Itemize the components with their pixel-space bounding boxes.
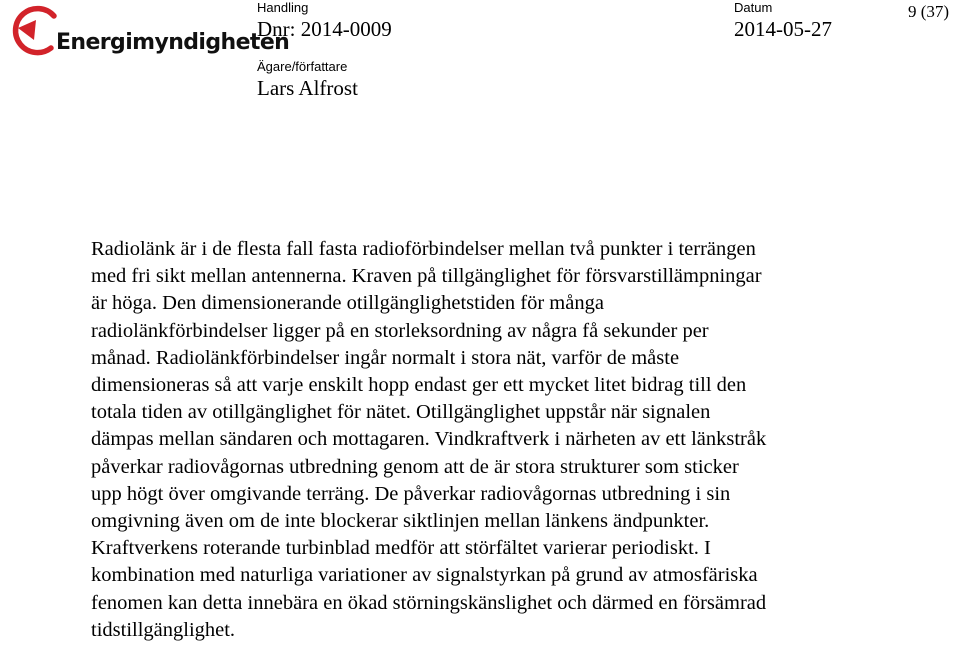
body-line: Radiolänk är i de flesta fall fasta radioförbindelser mellan två punkter i terrängen	[91, 238, 756, 260]
body-paragraph	[91, 236, 891, 644]
body-line: kombination med naturliga variationer av signalstyrkan på grund av atmosfäriska	[91, 564, 758, 587]
body-line: totala tiden av otillgänglighet för nätet. Otillgänglighet uppstår när signalen	[91, 401, 711, 424]
logo-text: Energimyndigheten	[56, 30, 290, 55]
owner-label: Ägare/författare	[257, 59, 348, 74]
body-line: är höga. Den dimensionerande otillgänglighetstiden för många	[91, 292, 604, 315]
body-line: tidstillgänglighet.	[91, 618, 236, 641]
body-line: upp högt över omgivande terräng. De påverkar radiovågornas utbredning i sin	[91, 482, 731, 505]
document-number: Dnr: 2014-0009	[257, 17, 392, 41]
energimyndigheten-logo	[4, 4, 290, 60]
body-line: dämpas mellan sändaren och mottagaren. Vindkraftverk i närheten av ett länkstråk	[91, 428, 767, 451]
body-line: månad. Radiolänkförbindelser ingår normalt i stora nät, varför de måste	[91, 346, 680, 369]
datum-label: Datum	[734, 0, 773, 15]
page-number: 9 (37)	[908, 2, 950, 21]
body-line: med fri sikt mellan antennerna. Kraven på tillgänglighet för försvarstillämpningar	[91, 265, 762, 288]
body-line: omgivning även om de inte blockerar siktlinjen mellan länkens ändpunkter.	[91, 510, 710, 533]
body-line: Kraftverkens roterande turbinblad medför att störfältet varierar periodiskt. I	[91, 537, 711, 560]
document-owner: Lars Alfrost	[257, 76, 358, 100]
body-line: påverkar radiovågornas utbredning genom att de är stora strukturer som sticker	[91, 455, 739, 478]
energimyndigheten-logo-mark-icon	[4, 4, 62, 60]
document-date: 2014-05-27	[734, 17, 832, 41]
body-line: fenomen kan detta innebära en ökad störningskänslighet och därmed en försämrad	[91, 591, 767, 614]
handling-label: Handling	[257, 0, 309, 15]
body-line: dimensioneras så att varje enskilt hopp endast ger ett mycket litet bidrag till den	[91, 374, 747, 397]
body-line: radiolänkförbindelser ligger på en storleksordning av några få sekunder per	[91, 319, 709, 342]
